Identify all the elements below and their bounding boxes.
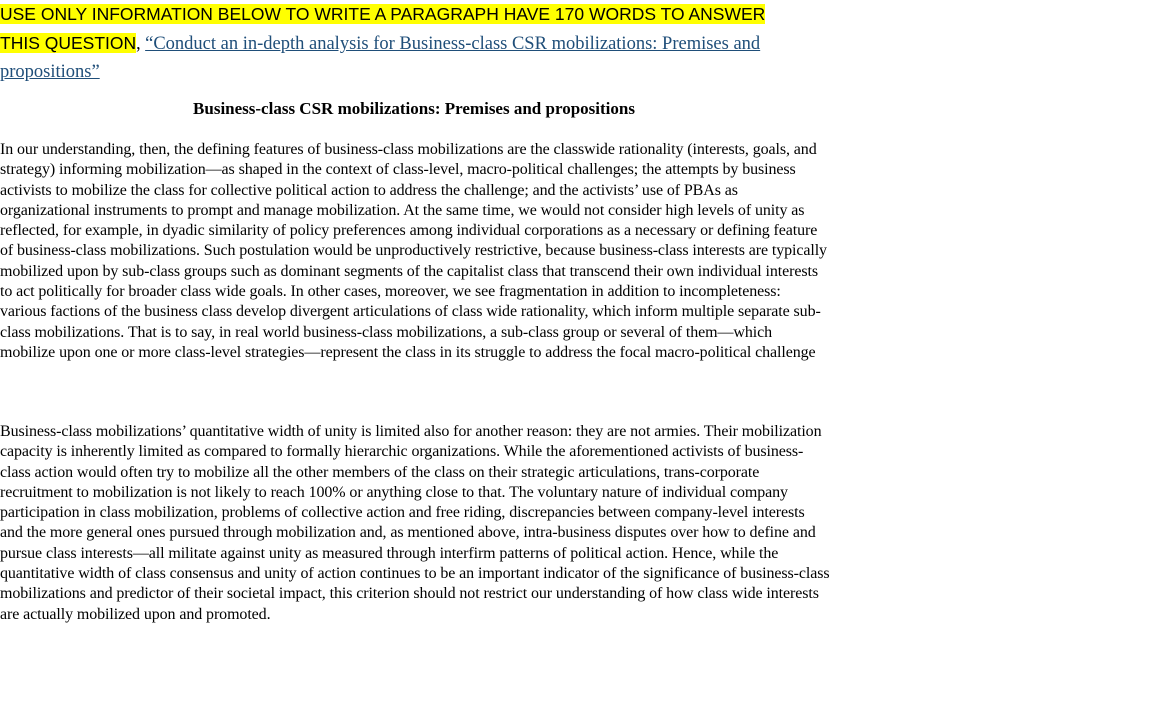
section-heading: Business-class CSR mobilizations: Premises and propositions xyxy=(193,99,635,118)
question-link[interactable]: “Conduct an in-depth analysis for Business-class CSR mobilizations: Premises and propositions” xyxy=(0,34,761,82)
instruction-separator: , xyxy=(136,33,146,53)
body-paragraph-1: In our understanding, then, the defining features of business-class mobilizations are the classwide rationality (interests, goals, and strategy) informing mobilization—as shaped in the context of class-level, macro-political challenges; the attempts by business activists to mobilize the class for collective political action to address the challenge; and the activists’ use of PBAs as organizational instruments to prompt and manage mobilization. At the same time, we would not consider high levels of unity as reflected, for example, in dyadic similarity of policy preferences among individual corporations as a necessary or defining feature of business-class mobilizations. Such postulation would be unproductively restrictive, because business-class interests are typically mobilized upon by sub-class groups such as dominant segments of the capitalist class that transcend their own individual interests to act politically for broader class wide goals. In other cases, moreover, we see fragmentation in addition to incompleteness: various factions of the business class develop divergent articulations of class wide rationality, which inform multiple separate sub-class mobilizations. That is to say, in real world business-class mobilizations, a sub-class group or several of them—which mobilize upon one or more class-level strategies—represent the class in its struggle to address the focal macro-political challenge xyxy=(0,141,827,361)
body-paragraph-2: Business-class mobilizations’ quantitative width of unity is limited also for another reason: they are not armies. Their mobilization capacity is inherently limited as compared to formally hierarchic organizations. While the aforementioned activists of business-class action would often try to mobilize all the other members of the class on their strategic articulations, trans-corporate recruitment to mobilization is not likely to reach 100% or anything close to that. The voluntary nature of individual company participation in class mobilization, problems of collective action and free riding, discrepancies between company-level interests and the more general ones pursued through mobilization and, as mentioned above, intra-business disputes over how to define and pursue class interests—all militate against unity as measured through interfirm patterns of political action. Hence, while the quantitative width of class consensus and unity of action continues to be an important indicator of the significance of business-class mobilizations and predictor of their societal impact, this criterion should not restrict our understanding of how class wide interests are actually mobilized upon and promoted. xyxy=(0,423,830,623)
highlighted-instruction: USE ONLY INFORMATION BELOW TO WRITE A PARAGRAPH HAVE 170 WORDS TO ANSWER THIS QUESTION xyxy=(0,4,766,53)
instruction-line xyxy=(0,0,790,86)
